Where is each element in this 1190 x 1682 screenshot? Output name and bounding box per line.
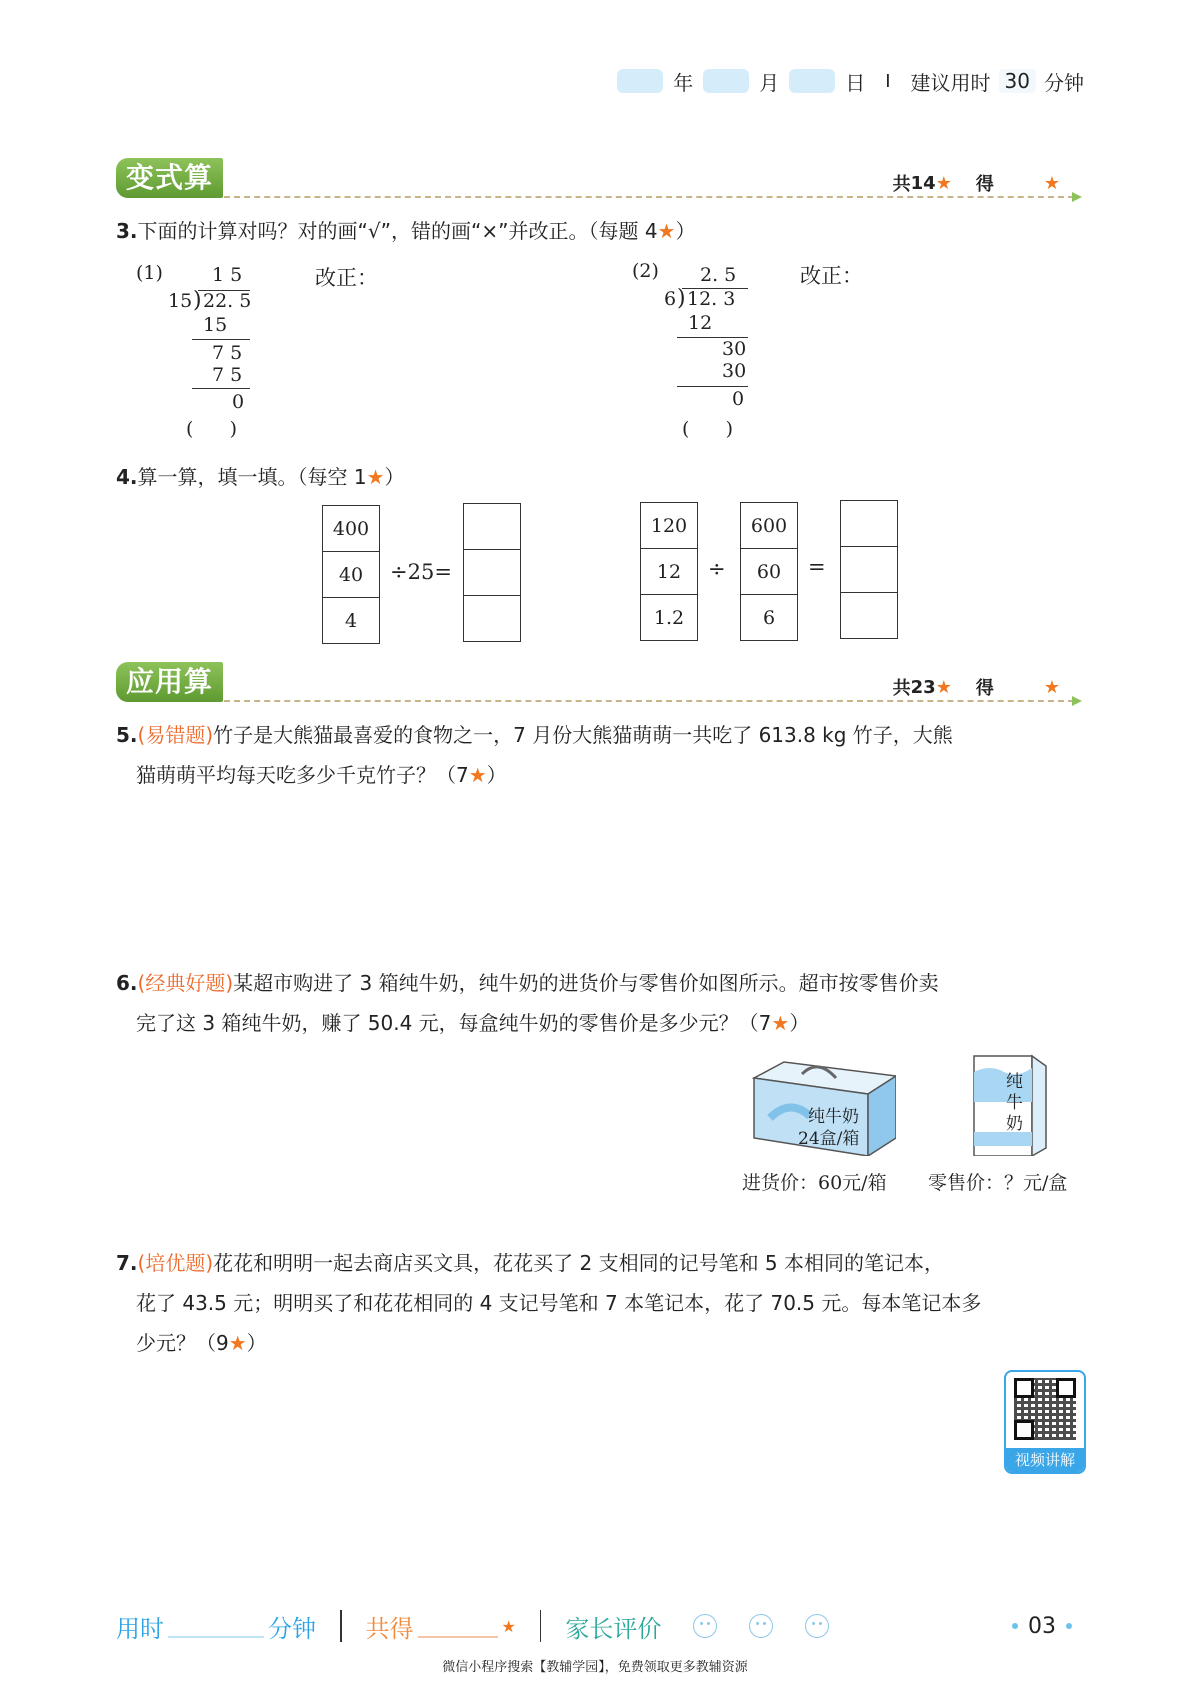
section-score xyxy=(893,170,1060,196)
arrow-icon xyxy=(1072,192,1082,202)
star-icon: ★ xyxy=(1043,676,1060,698)
qr-finder xyxy=(1014,1378,1034,1398)
question-text-end: ） xyxy=(246,1331,267,1355)
question-7 xyxy=(116,1246,1082,1360)
divisor: 15 xyxy=(168,290,193,312)
cell: 40 xyxy=(323,552,379,598)
total-stars: 14 xyxy=(910,172,936,194)
question-line: 少元？（9 xyxy=(136,1331,229,1355)
number-column-b xyxy=(740,502,798,641)
question-tag: (经典好题) xyxy=(137,971,234,995)
day-label: 日 xyxy=(845,70,866,95)
question-line: 完了这 3 箱纯牛奶，赚了 50.4 元，每盒纯牛奶的零售价是多少元？（7 xyxy=(136,1011,772,1035)
cell: 600 xyxy=(741,503,797,549)
question-text-end: ） xyxy=(675,219,696,243)
equals-sign: = xyxy=(808,555,826,579)
retail-price: 零售价：？元/盒 xyxy=(928,1172,1068,1194)
section-title: 变式算 xyxy=(116,158,223,198)
question-line: 某超市购进了 3 箱纯牛奶，纯牛奶的进货价与零售价如图所示。超市按零售价卖 xyxy=(233,971,939,995)
question-line: 猫萌萌平均每天吃多少千克竹子？（7 xyxy=(136,763,469,787)
question-tag: (培优题) xyxy=(137,1251,214,1275)
section-score xyxy=(893,674,1060,700)
question-number: 5. xyxy=(116,723,138,747)
happy-face-icon[interactable] xyxy=(693,1614,717,1638)
suggested-minutes: 30 xyxy=(999,69,1036,93)
purchase-price: 进货价：60元/箱 xyxy=(742,1172,887,1194)
header-separator: I xyxy=(885,70,891,92)
question-number: 6. xyxy=(116,971,138,995)
cell: 120 xyxy=(641,503,697,549)
divide-sign: ÷ xyxy=(708,557,726,581)
minutes-unit: 分钟 xyxy=(1044,70,1084,95)
step: 7 5 xyxy=(212,364,243,386)
answer-column-left xyxy=(463,503,521,642)
question-number: 7. xyxy=(116,1251,138,1275)
carton-label xyxy=(1006,1072,1023,1135)
question-text-end: ） xyxy=(384,465,405,489)
section-title: 应用算 xyxy=(116,662,223,702)
cell: 6 xyxy=(762,606,776,629)
correction-label: 改正： xyxy=(800,264,863,288)
footer xyxy=(116,1606,1082,1646)
time-unit: 分钟 xyxy=(268,1614,316,1643)
video-qr-code[interactable] xyxy=(1004,1370,1086,1474)
question-line: 花了 43.5 元；明明买了和花花相同的 4 支记号笔和 7 本笔记本，花了 70.5 元。每本笔记本多 xyxy=(136,1291,982,1315)
star-icon: ★ xyxy=(657,219,676,243)
step-line xyxy=(677,386,748,387)
carton-char: 奶 xyxy=(1006,1114,1023,1134)
question-tag: (易错题) xyxy=(137,723,214,747)
question-3 xyxy=(116,214,1082,248)
total-prefix: 共 xyxy=(892,174,911,195)
section-header-variant xyxy=(116,158,1082,202)
question-text-end: ） xyxy=(789,1011,810,1035)
year-blank[interactable] xyxy=(617,69,663,93)
dividend: 12. 3 xyxy=(687,288,736,310)
number-column-a xyxy=(640,502,698,641)
cell: 4 xyxy=(344,609,358,632)
case-capacity: 24盒/箱 xyxy=(798,1129,860,1149)
step: 7 5 xyxy=(212,342,243,364)
dot-icon xyxy=(1012,1623,1018,1629)
question-5 xyxy=(116,718,1082,792)
section-header-applied xyxy=(116,662,1082,706)
year-label: 年 xyxy=(673,70,694,95)
score-label: 得 xyxy=(975,174,994,195)
day-blank[interactable] xyxy=(789,69,835,93)
cell: 60 xyxy=(741,549,797,595)
parent-eval-label: 家长评价 xyxy=(565,1614,662,1643)
cell: 1.2 xyxy=(653,606,685,629)
star-icon: ★ xyxy=(228,1331,247,1355)
correction-label: 改正： xyxy=(315,266,378,290)
dashed-divider xyxy=(224,700,1074,702)
answer-box[interactable] xyxy=(464,596,520,641)
division-bracket: ) xyxy=(677,286,686,311)
carton-char: 纯 xyxy=(1006,1072,1023,1092)
answer-box[interactable] xyxy=(841,501,897,547)
page-number-text: 03 xyxy=(1028,1613,1056,1639)
question-number: 3. xyxy=(116,219,138,243)
operator: ÷25= xyxy=(390,560,452,584)
star-icon: ★ xyxy=(1043,172,1060,194)
answer-paren[interactable]: ( ) xyxy=(682,418,734,440)
divider xyxy=(340,1610,342,1642)
neutral-face-icon[interactable] xyxy=(805,1614,829,1638)
qr-finder xyxy=(1056,1378,1076,1398)
answer-area-q5[interactable] xyxy=(116,800,1082,950)
question-number: 4. xyxy=(116,465,138,489)
star-icon: ★ xyxy=(935,172,952,194)
question-line: 花花和明明一起去商店买文具，花花买了 2 支相同的记号笔和 5 本相同的笔记本， xyxy=(213,1251,945,1275)
milk-carton-image xyxy=(970,1052,1048,1156)
smile-face-icon[interactable] xyxy=(749,1614,773,1638)
total-prefix: 共 xyxy=(892,678,911,699)
carton-char: 牛 xyxy=(1006,1093,1023,1113)
time-label: 用时 xyxy=(116,1614,164,1643)
answer-paren[interactable]: ( ) xyxy=(186,418,238,440)
question-text: 算一算，填一填。（每空 1 xyxy=(137,465,367,489)
score-label: 共得 xyxy=(365,1614,414,1643)
step: 0 xyxy=(732,388,745,410)
qr-finder xyxy=(1014,1420,1034,1440)
total-stars: 23 xyxy=(910,676,936,698)
star-icon: ★ xyxy=(366,465,385,489)
dividend: 22. 5 xyxy=(203,290,252,312)
step: 12 xyxy=(688,312,713,334)
item-label: (2) xyxy=(632,260,659,282)
score-blank[interactable] xyxy=(418,1636,498,1638)
arrow-icon xyxy=(1072,696,1082,706)
question-text-end: ） xyxy=(486,763,507,787)
star-icon: ★ xyxy=(501,1616,516,1636)
case-label: 纯牛奶 xyxy=(808,1107,859,1127)
cell: 12 xyxy=(641,549,697,595)
step-line xyxy=(192,339,250,340)
month-label: 月 xyxy=(759,70,780,95)
divisor: 6 xyxy=(664,288,677,310)
date-header xyxy=(607,66,1084,96)
watermark: 微信小程序搜索【教辅学园】，免费领取更多教辅资源 xyxy=(442,1660,748,1675)
page-number xyxy=(1002,1614,1082,1639)
question-line: 竹子是大熊猫最喜爱的食物之一，7 月份大熊猫萌萌一共吃了 613.8 kg 竹子，大熊 xyxy=(213,723,953,747)
milk-case-image xyxy=(750,1058,896,1156)
dot-icon xyxy=(1066,1623,1072,1629)
step: 0 xyxy=(232,391,245,413)
cell: 400 xyxy=(323,506,379,552)
video-explain-label: 视频讲解 xyxy=(1006,1448,1084,1472)
step: 30 xyxy=(722,338,747,360)
answer-box[interactable] xyxy=(464,550,520,596)
answer-column-right xyxy=(840,500,898,639)
dashed-divider xyxy=(224,196,1074,198)
score-label: 得 xyxy=(975,678,994,699)
answer-box[interactable] xyxy=(464,504,520,550)
star-icon: ★ xyxy=(935,676,952,698)
answer-box[interactable] xyxy=(841,547,897,593)
time-blank[interactable] xyxy=(168,1636,264,1638)
quotient: 1 5 xyxy=(212,264,243,286)
step-line xyxy=(192,388,250,389)
star-icon: ★ xyxy=(468,763,487,787)
star-icon: ★ xyxy=(771,1011,790,1035)
month-blank[interactable] xyxy=(703,69,749,93)
question-text: 下面的计算对吗？对的画“√”，错的画“×”并改正。（每题 4 xyxy=(137,219,658,243)
division-bracket: ) xyxy=(193,288,202,313)
step: 15 xyxy=(203,314,228,336)
question-6 xyxy=(116,966,1082,1040)
quotient: 2. 5 xyxy=(700,264,737,286)
divider xyxy=(540,1610,542,1642)
suggested-time-label: 建议用时 xyxy=(910,70,991,95)
question-4 xyxy=(116,460,1082,494)
step: 30 xyxy=(722,360,747,382)
number-column-left xyxy=(322,505,380,644)
item-label: (1) xyxy=(136,262,163,284)
answer-box[interactable] xyxy=(841,593,897,638)
